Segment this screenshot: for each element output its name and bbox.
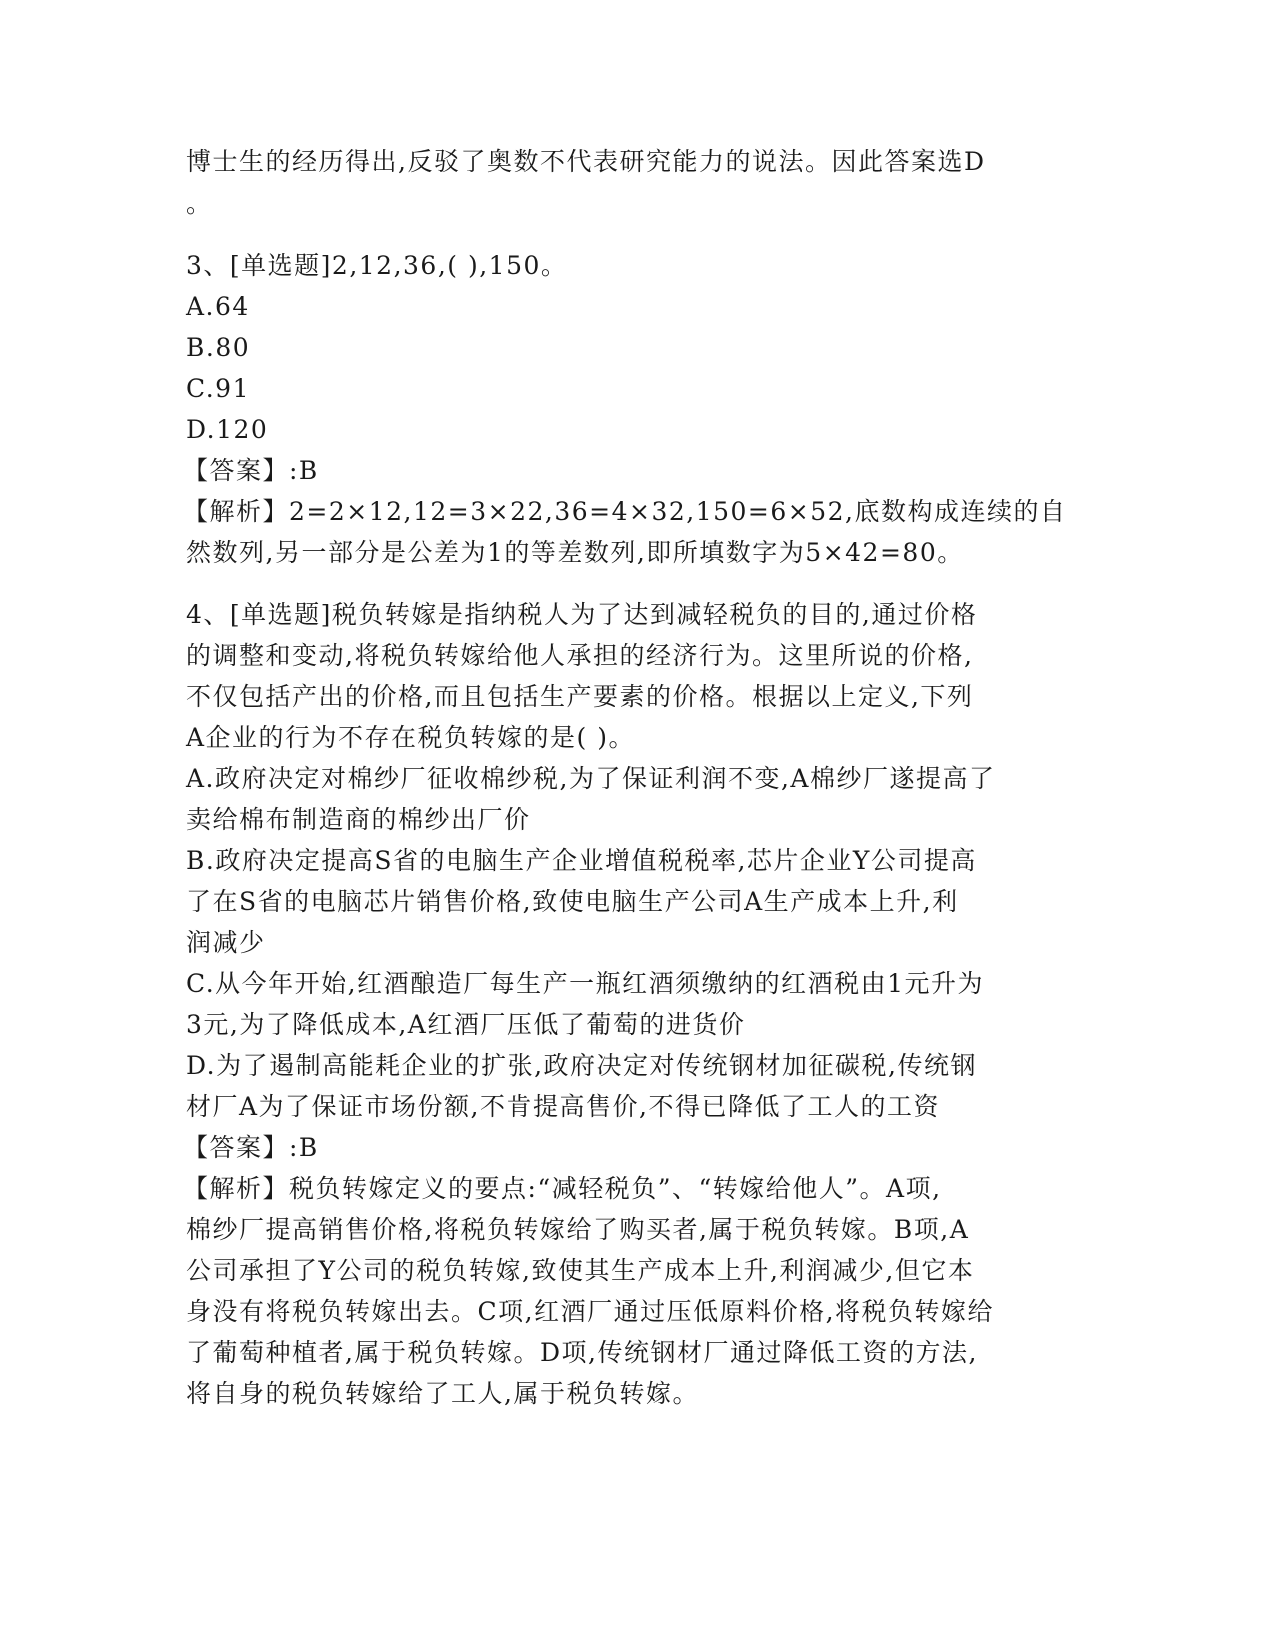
- question-4-option-d: 材厂A为了保证市场份额,不肯提高售价,不得已降低了工人的工资: [186, 1092, 940, 1121]
- question-3-explanation: 【解析】2=2×12,12=3×22,36=4×32,150=6×52,底数构成连续的自: [183, 497, 1067, 526]
- question-4-option-c: C.从今年开始,红酒酿造厂每生产一瓶红酒须缴纳的红酒税由1元升为: [186, 969, 985, 998]
- question-4-stem: A企业的行为不存在税负转嫁的是( )。: [186, 723, 636, 752]
- question-3-answer: 【答案】:B: [183, 456, 319, 485]
- question-4-explanation: 将自身的税负转嫁给了工人,属于税负转嫁。: [186, 1379, 699, 1408]
- question-4-option-b: 润减少: [186, 928, 266, 957]
- question-4-explanation: 棉纱厂提高销售价格,将税负转嫁给了购买者,属于税负转嫁。B项,A: [186, 1215, 970, 1244]
- question-3-explanation: 然数列,另一部分是公差为1的等差数列,即所填数字为5×42=80。: [186, 538, 964, 567]
- question-4-option-b: 了在S省的电脑芯片销售价格,致使电脑生产公司A生产成本上升,利: [186, 887, 959, 916]
- question-4-explanation: 【解析】税负转嫁定义的要点:“减轻税负”、“转嫁给他人”。A项,: [183, 1174, 942, 1203]
- question-4-answer: 【答案】:B: [183, 1133, 319, 1162]
- question-3-option-b: B.80: [186, 333, 251, 362]
- question-4-option-c: 3元,为了降低成本,A红酒厂压低了葡萄的进货价: [186, 1010, 746, 1039]
- question-4-stem: 4、[单选题]税负转嫁是指纳税人为了达到减轻税负的目的,通过价格: [186, 600, 978, 629]
- question-4-explanation: 身没有将税负转嫁出去。C项,红酒厂通过压低原料价格,将税负转嫁给: [186, 1297, 995, 1326]
- question-4-stem: 的调整和变动,将税负转嫁给他人承担的经济行为。这里所说的价格,: [186, 641, 974, 670]
- question-3-option-d: D.120: [186, 415, 269, 444]
- question-4-option-a: 卖给棉布制造商的棉纱出厂价: [186, 805, 531, 834]
- text-line: 博士生的经历得出,反驳了奥数不代表研究能力的说法。因此答案选D: [186, 147, 986, 176]
- text-line: 。: [186, 189, 213, 218]
- question-3-stem: 3、[单选题]2,12,36,( ),150。: [186, 251, 568, 280]
- question-4-option-a: A.政府决定对棉纱厂征收棉纱税,为了保证利润不变,A棉纱厂遂提高了: [186, 764, 996, 793]
- question-4-option-d: D.为了遏制高能耗企业的扩张,政府决定对传统钢材加征碳税,传统钢: [186, 1051, 977, 1080]
- question-4-stem: 不仅包括产出的价格,而且包括生产要素的价格。根据以上定义,下列: [186, 682, 974, 711]
- question-3-option-c: C.91: [186, 374, 250, 403]
- question-4-explanation: 了葡萄种植者,属于税负转嫁。D项,传统钢材厂通过降低工资的方法,: [186, 1338, 978, 1367]
- question-3-option-a: A.64: [186, 292, 250, 321]
- question-4-option-b: B.政府决定提高S省的电脑生产企业增值税税率,芯片企业Y公司提高: [186, 846, 977, 875]
- question-4-explanation: 公司承担了Y公司的税负转嫁,致使其生产成本上升,利润减少,但它本: [186, 1256, 975, 1285]
